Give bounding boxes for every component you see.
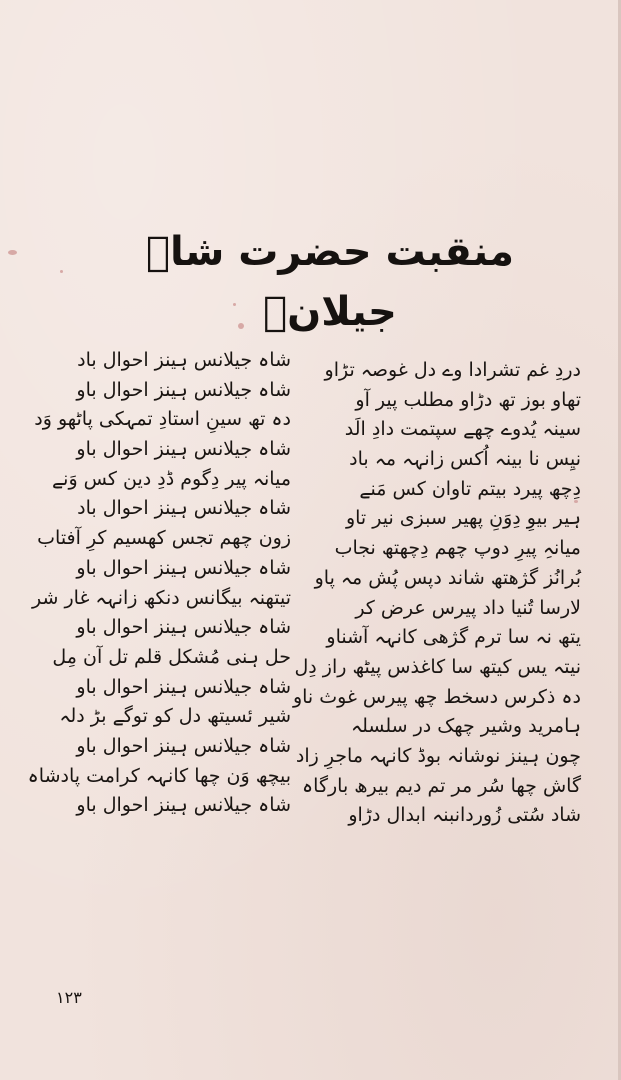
verse-line: میانہ پیر دِگوم ڈدِ دین کس وَنے (52, 467, 291, 490)
verse-line: بیچھ وَن چھا کانہہ کرامت پادشاہ (27, 764, 291, 787)
verse-line: دِچھ پیرد بیتم تاوان کس مَنے (359, 477, 581, 500)
verse-line: سینہ یُدوے چھے سپتمت دادِ الَد (344, 418, 581, 441)
verse-line: شاہ جیلانس ہینز احوال باد (77, 497, 291, 520)
verse-line: گاش چھا سُر مر تم دیم بیرھ بارگاہ (302, 774, 581, 797)
verse-line: نیتہ یس کیتھ سا کاغذس پیٹھ راز دِل (294, 655, 581, 678)
verse-line: شاہ جیلانس ہینز احوال باو (76, 616, 291, 639)
page-number: ۱۲۳ (56, 988, 82, 1007)
refrain-column-left (26, 346, 291, 821)
verse-line: شاد سُتی زُوردانبنہ ابدال دڑاو (348, 804, 581, 827)
verse-line: دردِ غم تشرادا وے دل غوصہ تڑاو (324, 359, 581, 381)
verse-line: شیر ئسیتھ دل کو توگے بڑ دلہ (59, 705, 291, 728)
verse-line: شاہ جیلانس ہینز احوال باد (77, 349, 291, 371)
verse-line: دہ تھ سینِ استادِ تمہکی پاٹھو وَد (34, 408, 291, 431)
verse-line: تھاو بوز تھ دڑاو مطلب پیر آو (355, 388, 581, 411)
verse-line: شاہ جیلانس ہینز احوال باو (76, 794, 291, 817)
page-title: منقبت حضرت شاہ جیلانؒ (145, 229, 515, 335)
verse-line: ہامرید وشیر چھک در سلسلہ (350, 715, 581, 738)
verse-line: شاہ جیلانس ہینز احوال باو (76, 734, 291, 757)
verse-line: ہیر بیوِ دِوَنِ پھیر سبزی نیر تاو (345, 507, 581, 530)
ink-speck (60, 270, 63, 273)
verse-line: تیتھنہ بیگانس دنکھ زانہہ غار شر (32, 586, 291, 609)
verse-line: چون ہینز نوشانہ بوڈ کانہہ ماجرِ زاد (295, 744, 581, 767)
verse-line: بُرانُز گژھتھ شاند دپس پُش مہ پاو (314, 566, 581, 589)
verse-line: لارسا تُنیا داد پیرس عرض کر (355, 596, 581, 619)
verse-line: میانہِ پیرِ دوپ چھم دِچھتھ نجاب (334, 537, 581, 560)
verse-column-right (292, 356, 581, 831)
verse-line: شاہ جیلانس ہینز احوال باو (76, 378, 291, 401)
verse-line: حل ہنی مُشکل قلم تل آن مِل (52, 645, 291, 668)
verse-line: شاہ جیلانس ہینز احوال باو (76, 675, 291, 698)
verse-line: دہ ذکرس دسخط چھ پیرس غوث ناو (292, 685, 581, 708)
verse-line: شاہ جیلانس ہینز احوال باو (76, 556, 291, 579)
verse-line: شاہ جیلانس ہینز احوال باو (76, 438, 291, 461)
ink-speck (8, 250, 17, 255)
verse-line: نیِس نا بینہ اُکس زانہہ مہ باد (349, 448, 581, 471)
verse-line: زون چھم تجس کھسیم کرِ آفتاب (37, 527, 291, 550)
verse-line: یتھ نہ سا ترم گژھی کانہہ آشناو (326, 626, 581, 649)
